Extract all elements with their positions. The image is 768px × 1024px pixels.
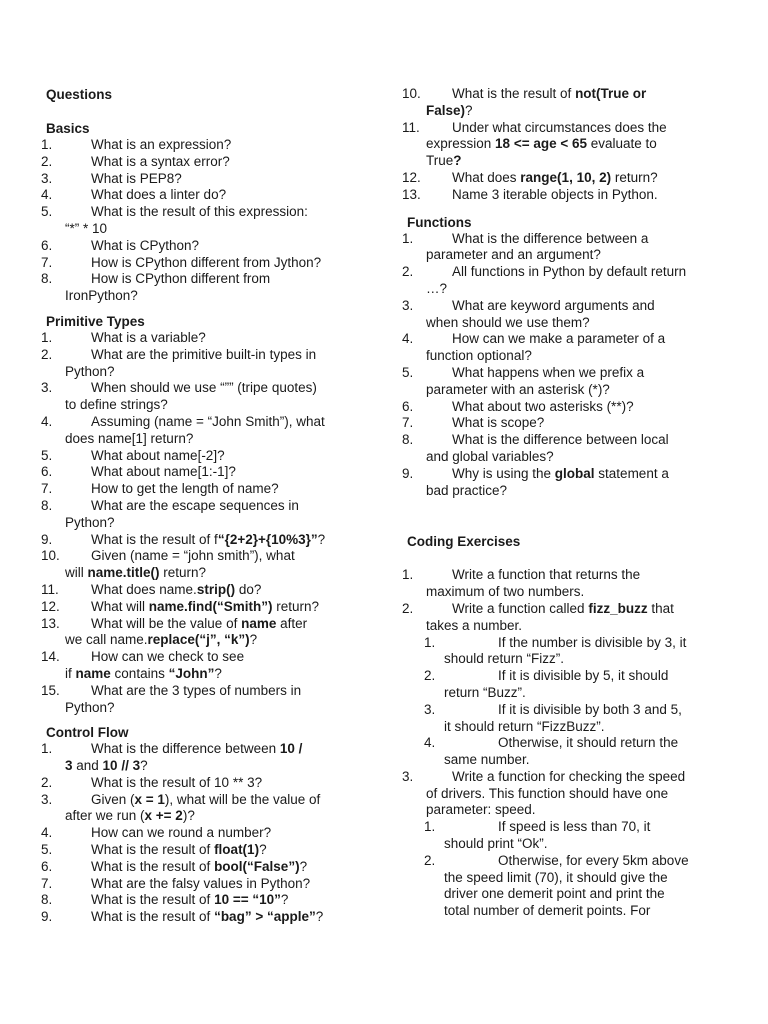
item-text: What are the primitive built-in types in — [91, 346, 317, 362]
text-run: What is the result of — [91, 858, 215, 874]
basics-heading: Basics — [46, 121, 90, 136]
list-item — [41, 204, 371, 238]
item-number: 3. — [41, 380, 53, 396]
item-text-cont: driver one demerit point and print the — [444, 886, 665, 902]
item-text: Under what circumstances does the — [452, 119, 667, 135]
list-item — [41, 825, 371, 842]
list-item — [402, 432, 732, 466]
item-text-cont: parameter with an asterisk (*)? — [426, 381, 610, 397]
list-item — [41, 532, 371, 549]
text-run: What is the result of — [91, 892, 215, 908]
code-text: name — [75, 665, 111, 681]
item-number: 6. — [41, 237, 53, 253]
item-text: How can we round a number? — [91, 825, 272, 841]
item-number: 7. — [41, 481, 53, 497]
text-run: ? — [214, 665, 222, 681]
coding-exercises-list — [402, 567, 732, 920]
text-run: Why is using the — [452, 465, 555, 481]
item-number: 6. — [41, 464, 53, 480]
item-number: 8. — [402, 432, 414, 448]
text-run: ? — [317, 531, 326, 547]
item-number: 7. — [41, 254, 53, 270]
text-run: expression — [426, 136, 496, 152]
item-number: 9. — [402, 465, 414, 481]
code-text: 10 == “10” — [214, 892, 281, 908]
list-item — [41, 414, 371, 448]
item-text: Given (name = “john smith”), what — [91, 548, 295, 564]
text-run: ? — [140, 758, 148, 774]
item-text: How is CPython different from — [91, 271, 271, 287]
code-text: name.title() — [87, 565, 160, 581]
item-number: 1. — [41, 329, 53, 345]
item-text: What is scope? — [452, 415, 545, 431]
item-number: 13. — [402, 186, 421, 202]
item-text — [41, 792, 371, 809]
list-item — [41, 171, 371, 188]
item-text-cont — [41, 632, 371, 649]
text-run: will — [65, 565, 88, 581]
list-item — [41, 876, 371, 893]
item-number: 5. — [41, 447, 53, 463]
item-text-cont: function optional? — [426, 348, 532, 364]
code-text: fizz_buzz — [588, 600, 648, 616]
item-number: 3. — [402, 297, 414, 313]
item-text: What is the difference between a — [452, 230, 649, 246]
list-item — [41, 683, 371, 717]
item-text — [41, 616, 371, 633]
list-item — [402, 231, 732, 265]
code-text: “{2+2}+{10%3}” — [217, 531, 318, 547]
list-item — [41, 909, 371, 926]
item-text: How to get the length of name? — [91, 481, 279, 497]
item-text: What is PEP8? — [91, 170, 182, 186]
item-text: What are keyword arguments and — [452, 297, 655, 313]
item-text: What are the 3 types of numbers in — [91, 682, 302, 698]
item-text-cont: Python? — [65, 363, 115, 379]
sub-list-item — [402, 668, 732, 702]
item-number: 4. — [41, 825, 53, 841]
item-text-cont — [41, 808, 371, 825]
item-number: 8. — [41, 892, 53, 908]
list-item — [41, 464, 371, 481]
item-number: 9. — [41, 531, 53, 547]
item-text: Otherwise, it should return the — [498, 735, 679, 751]
sub-list-item — [402, 735, 732, 769]
control-flow-heading: Control Flow — [46, 725, 129, 741]
item-number: 1. — [41, 137, 53, 152]
text-run: ? — [259, 842, 267, 858]
list-item — [402, 567, 732, 601]
item-text: If the number is divisible by 3, it — [498, 634, 687, 650]
list-item — [41, 775, 371, 792]
code-text: name.find(“Smith”) — [148, 598, 273, 614]
code-text: 10 // 3 — [102, 758, 141, 774]
item-text-cont: bad practice? — [426, 482, 508, 498]
text-run: ), what will be the value of — [164, 791, 321, 807]
basics-list — [41, 137, 371, 305]
list-item — [41, 582, 371, 599]
item-text-cont: “*” * 10 — [65, 220, 108, 236]
list-item — [41, 271, 371, 305]
item-text-cont: does name[1] return? — [65, 430, 194, 446]
list-item — [402, 331, 732, 365]
text-run: evaluate to — [587, 136, 657, 152]
item-text-cont: and global variables? — [426, 448, 554, 464]
list-item — [402, 86, 732, 120]
text-run: What is the result of — [452, 86, 576, 101]
item-number: 12. — [41, 598, 60, 614]
item-text: If it is divisible by 5, it should — [498, 668, 669, 684]
item-text-cont: of drivers. This function should have one — [426, 785, 669, 801]
list-item — [41, 649, 371, 683]
item-text: What about name[-2]? — [91, 447, 225, 463]
code-text: global — [554, 465, 595, 481]
list-item — [402, 120, 732, 170]
control-flow-list-continued — [402, 86, 732, 204]
text-run: return? — [611, 169, 658, 185]
text-run: ? — [249, 632, 258, 648]
text-run: and — [72, 758, 103, 774]
item-text — [41, 909, 371, 926]
text-run: ? — [315, 909, 324, 925]
item-text-cont: it should return “FizzBuzz”. — [444, 718, 605, 734]
item-text-cont: same number. — [444, 752, 530, 768]
code-text: bool(“False”) — [214, 858, 300, 874]
text-run: What is the result of — [91, 842, 215, 858]
text-run: )? — [182, 808, 195, 824]
list-item — [402, 769, 732, 819]
list-item — [402, 365, 732, 399]
item-text-cont — [402, 103, 732, 120]
item-text-cont: should return “Fizz”. — [444, 651, 565, 667]
list-item — [41, 892, 371, 909]
item-number: 1. — [402, 567, 414, 583]
item-text — [402, 170, 732, 187]
code-text: 18 <= age < 65 — [495, 136, 587, 152]
item-text — [41, 582, 371, 599]
text-run: if — [65, 665, 76, 681]
text-run: we call name. — [65, 632, 148, 648]
item-number: 2. — [41, 153, 53, 169]
code-text: replace(“j”, “k”) — [147, 632, 250, 648]
text-run: return? — [159, 565, 207, 581]
item-text-cont — [41, 565, 371, 582]
list-item — [41, 481, 371, 498]
item-text-cont — [41, 666, 371, 683]
item-text-cont: total number of demerit points. For — [444, 903, 651, 919]
item-text — [41, 741, 371, 758]
coding-exercises-heading: Coding Exercises — [407, 534, 521, 550]
item-number: 2. — [424, 668, 436, 684]
list-item — [402, 601, 732, 635]
code-text: range(1, 10, 2) — [520, 169, 612, 185]
item-number: 3. — [402, 768, 414, 784]
text-run: statement a — [594, 465, 669, 481]
item-text-cont: return “Buzz”. — [444, 684, 526, 700]
item-text: What are the falsy values in Python? — [91, 875, 311, 891]
text-run: True — [426, 153, 454, 169]
item-number: 4. — [41, 187, 53, 203]
item-number: 6. — [41, 858, 53, 874]
item-text: What is an expression? — [91, 137, 232, 152]
text-run: What will be the value of — [91, 615, 242, 631]
item-text — [402, 466, 732, 483]
list-item — [41, 859, 371, 876]
item-number: 7. — [41, 875, 53, 891]
item-text: How is CPython different from Jython? — [91, 254, 322, 270]
list-item — [402, 187, 732, 204]
item-text: If it is divisible by both 3 and 5, — [498, 701, 682, 717]
sub-list-item — [402, 635, 732, 669]
text-run: What does name. — [91, 581, 197, 597]
list-item — [402, 399, 732, 416]
item-text — [41, 842, 371, 859]
item-text-cont — [402, 153, 732, 170]
right-column — [402, 86, 732, 920]
item-text: If speed is less than 70, it — [498, 819, 651, 835]
item-text: When should we use “”” (tripe quotes) — [91, 380, 317, 396]
item-number: 2. — [41, 346, 53, 362]
item-number: 1. — [41, 741, 53, 757]
list-item — [41, 347, 371, 381]
item-number: 4. — [41, 413, 53, 429]
item-number: 4. — [424, 735, 436, 751]
list-item — [41, 187, 371, 204]
item-text — [41, 892, 371, 909]
code-text: name — [241, 615, 277, 631]
text-run: after we run ( — [65, 808, 145, 824]
item-number: 3. — [41, 791, 53, 807]
sub-list-item — [402, 819, 732, 853]
code-text: “bag” > “apple” — [214, 909, 316, 925]
item-number: 10. — [41, 548, 60, 564]
list-item — [41, 498, 371, 532]
code-text: “John” — [168, 665, 215, 681]
list-item — [41, 255, 371, 272]
item-number: 6. — [402, 398, 414, 414]
code-text: 3 — [65, 758, 73, 774]
item-number: 5. — [402, 364, 414, 380]
item-text: How can we check to see — [91, 649, 245, 665]
item-text-cont: parameter and an argument? — [426, 247, 601, 263]
item-number: 11. — [402, 119, 420, 135]
list-item — [41, 842, 371, 859]
list-item — [41, 599, 371, 616]
left-column — [41, 86, 371, 926]
sub-list-item — [402, 853, 732, 920]
list-item — [41, 330, 371, 347]
item-number: 3. — [424, 701, 436, 717]
text-run: ? — [465, 102, 473, 118]
text-run: return? — [272, 598, 320, 614]
list-item — [402, 298, 732, 332]
item-text: What is CPython? — [91, 237, 200, 253]
item-text-cont: parameter: speed. — [426, 802, 536, 818]
item-text: What is the result of this expression: — [91, 204, 308, 220]
item-text: What about two asterisks (**)? — [452, 398, 634, 414]
item-number: 10. — [402, 86, 421, 101]
control-flow-list — [41, 741, 371, 926]
item-text: What happens when we prefix a — [452, 364, 645, 380]
item-text-cont: Python? — [65, 514, 115, 530]
item-number: 8. — [41, 271, 53, 287]
list-item — [41, 792, 371, 826]
item-number: 4. — [402, 331, 414, 347]
code-text: x += 2 — [144, 808, 183, 824]
code-text: x = 1 — [134, 791, 165, 807]
item-text-cont — [41, 758, 371, 775]
item-text-cont: Python? — [65, 699, 115, 715]
item-text — [41, 532, 371, 549]
item-number: 12. — [402, 169, 421, 185]
text-run: What is the result of f — [91, 531, 218, 547]
list-item — [41, 238, 371, 255]
item-number: 9. — [41, 909, 53, 925]
list-item — [41, 154, 371, 171]
text-run: What does — [452, 169, 521, 185]
item-number: 8. — [41, 497, 53, 513]
item-text-cont: takes a number. — [426, 617, 523, 633]
text-run: ? — [299, 858, 308, 874]
item-text — [41, 859, 371, 876]
item-number: 1. — [424, 634, 436, 650]
primitive-types-heading: Primitive Types — [46, 313, 145, 329]
list-item — [41, 137, 371, 154]
list-item — [402, 466, 732, 500]
item-number: 14. — [41, 649, 60, 665]
code-text: ? — [453, 153, 462, 169]
list-item — [41, 741, 371, 775]
item-text: What about name[1:-1]? — [91, 464, 236, 480]
text-run: What is the difference between — [91, 741, 280, 757]
item-number: 2. — [402, 600, 414, 616]
functions-list — [402, 231, 732, 500]
item-text: Assuming (name = “John Smith”), what — [91, 413, 325, 429]
text-run: ? — [280, 892, 289, 908]
item-number: 5. — [41, 204, 53, 220]
item-number: 2. — [402, 264, 414, 280]
item-text-cont — [402, 136, 732, 153]
item-text-cont: the speed limit (70), it should give the — [444, 869, 668, 885]
item-text: What is a syntax error? — [91, 153, 230, 169]
item-text-cont: to define strings? — [65, 397, 168, 413]
list-item — [41, 380, 371, 414]
list-item — [41, 548, 371, 582]
item-text: Write a function for checking the speed — [452, 768, 686, 784]
item-text — [402, 86, 732, 103]
item-text: What is the difference between local — [452, 432, 669, 448]
item-text: What are the escape sequences in — [91, 497, 299, 513]
code-text: 10 / — [279, 741, 303, 757]
list-item — [402, 170, 732, 187]
item-number: 11. — [41, 581, 59, 597]
item-text-cont: should print “Ok”. — [444, 836, 548, 852]
code-text: not(True or — [575, 86, 647, 101]
item-text-cont: IronPython? — [65, 288, 138, 304]
item-text: What does a linter do? — [91, 187, 227, 203]
code-text: float(1) — [214, 842, 260, 858]
list-item — [402, 264, 732, 298]
item-text: Name 3 iterable objects in Python. — [452, 186, 658, 202]
functions-heading: Functions — [407, 214, 472, 230]
text-run: What is the result of — [91, 909, 215, 925]
item-number: 3. — [41, 170, 53, 186]
text-run: Given ( — [91, 791, 135, 807]
code-text: False) — [426, 102, 466, 118]
item-number: 1. — [402, 230, 414, 246]
text-run: after — [276, 615, 308, 631]
item-text-cont: maximum of two numbers. — [426, 584, 585, 600]
item-text: How can we make a parameter of a — [452, 331, 666, 347]
item-text: What is a variable? — [91, 329, 206, 345]
code-text: strip() — [196, 581, 236, 597]
sub-list-item — [402, 702, 732, 736]
text-run: do? — [235, 581, 262, 597]
item-number: 15. — [41, 682, 60, 698]
text-run: that — [647, 600, 674, 616]
item-number: 1. — [424, 819, 436, 835]
item-text-cont: when should we use them? — [426, 314, 590, 330]
list-item — [41, 616, 371, 650]
text-run: Write a function called — [452, 600, 589, 616]
item-text — [41, 599, 371, 616]
item-number: 2. — [41, 774, 53, 790]
questions-title: Questions — [46, 87, 113, 102]
text-run: What will — [91, 598, 149, 614]
item-number: 5. — [41, 842, 53, 858]
primitive-types-list — [41, 330, 371, 716]
item-text-cont: …? — [426, 280, 448, 296]
item-number: 7. — [402, 415, 414, 431]
item-number: 13. — [41, 615, 60, 631]
list-item — [402, 415, 732, 432]
text-run: contains — [110, 665, 169, 681]
item-text: What is the result of 10 ** 3? — [91, 774, 263, 790]
item-number: 2. — [424, 852, 436, 868]
item-text: Otherwise, for every 5km above — [498, 852, 689, 868]
list-item — [41, 448, 371, 465]
item-text: All functions in Python by default return — [452, 264, 687, 280]
item-text — [402, 601, 732, 618]
item-text: Write a function that returns the — [452, 567, 641, 583]
